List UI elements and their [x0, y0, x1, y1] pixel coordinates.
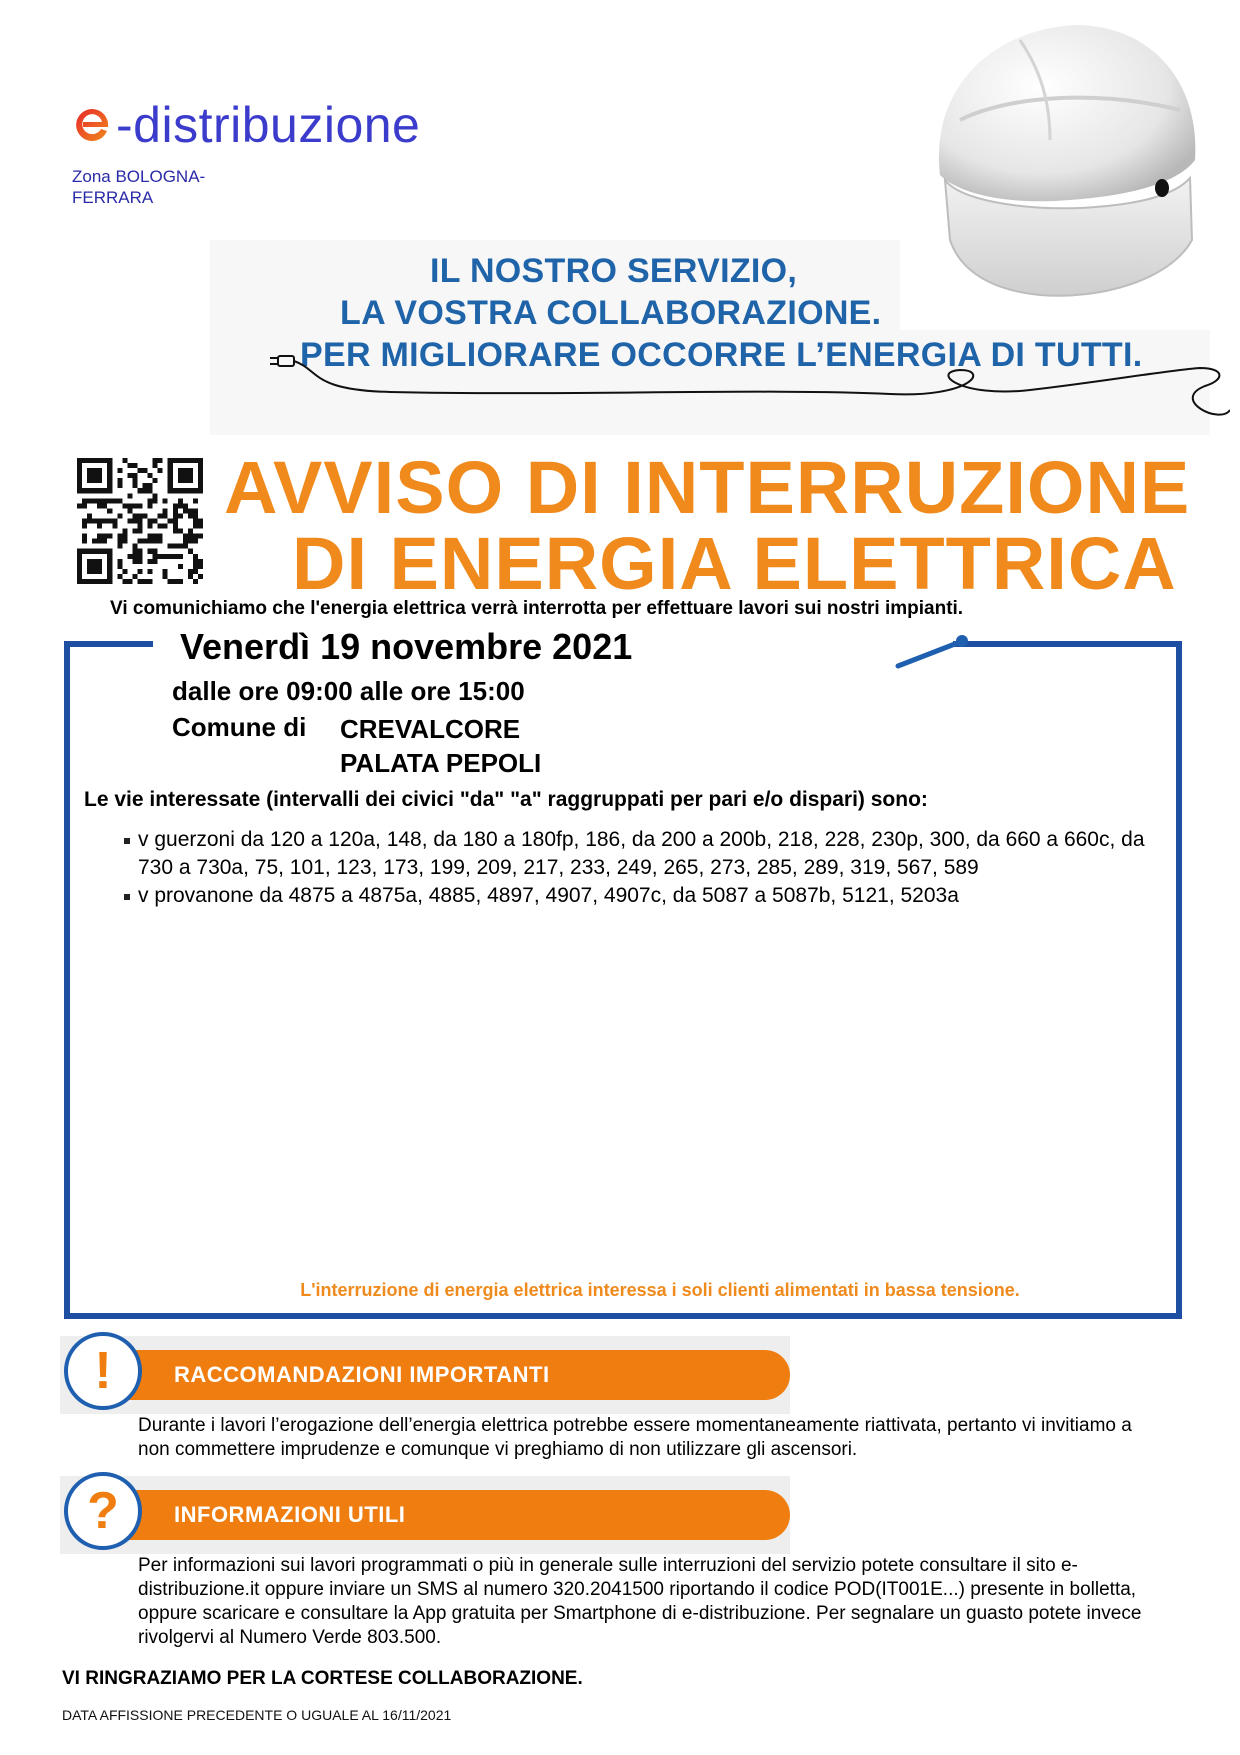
list-item: v guerzoni da 120 a 120a, 148, da 180 a 180fp, 186, da 200 a 200b, 218, 228, 230p, 300, da 660 a 660c, da 730 a 730a, 75, 101, 123, 173, 199, 209, 217, 233, 249, 265, 273, 285, 289, 319, 567, 589 — [118, 826, 1158, 882]
question-icon: ? — [64, 1472, 142, 1550]
comune-name: CREVALCORE — [340, 714, 521, 744]
recommendations-title: RACCOMANDAZIONI IMPORTANTI — [174, 1362, 550, 1387]
comune-label: Comune di — [172, 712, 307, 742]
outage-hours: dalle ore 09:00 alle ore 15:00 — [172, 676, 525, 706]
slogan-line-1: IL NOSTRO SERVIZIO, — [430, 252, 798, 290]
logo-text: -distribuzione — [116, 97, 421, 153]
info-text: Per informazioni sui lavori programmati o più in generale sulle interruzioni del servizio potete consultare il sito e-distribuzione.it oppure inviare un SMS al numero 320.2041500 riportando il codice POD(IT001E...) presente in bolletta, oppure scaricare e consultare la App gratuita per Smartphone di e-distribuzione. Per segnalare un guasto potete invece rivolgervi al Numero Verde 803.500. — [138, 1555, 1142, 1648]
brand-logo — [70, 95, 420, 155]
cable-plug-icon — [270, 350, 1230, 430]
thanks-text: VI RINGRAZIAMO PER LA CORTESE COLLABORAZIONE. — [62, 1668, 583, 1689]
zone-label: Zona BOLOGNA-FERRARA — [72, 167, 206, 207]
slogan-line-2: LA VOSTRA COLLABORAZIONE. — [340, 294, 882, 332]
e-logo-icon — [70, 103, 114, 147]
streets-heading: Le vie interessate (intervalli dei civici "da" "a" raggruppati per pari e/o dispari) sono: — [84, 788, 928, 811]
list-item: v provanone da 4875 a 4875a, 4885, 4897, 4907, 4907c, da 5087 a 5087b, 5121, 5203a — [118, 882, 1158, 910]
intro-text: Vi comunichiamo che l'energia elettrica verrà interrotta per effettuare lavori sui nostri impianti. — [110, 598, 964, 619]
notice-title — [224, 446, 1224, 605]
streets-list — [118, 826, 1158, 910]
comune-list — [340, 712, 541, 780]
switch-lever-icon — [890, 630, 970, 670]
posting-date: DATA AFFISSIONE PRECEDENTE O UGUALE AL 16/11/2021 — [62, 1707, 452, 1723]
slogan-line-3: PER MIGLIORARE OCCORRE L’ENERGIA DI TUTTI. — [300, 336, 1143, 374]
recommendations-text: Durante i lavori l’erogazione dell’energia elettrica potrebbe essere momentaneamente riattivata, pertanto vi invitiamo a non commettere imprudenze e comunque vi preghiamo di non utilizzare gli ascensori. — [138, 1415, 1132, 1460]
qr-code-icon — [77, 458, 203, 584]
outage-date: Venerdì 19 novembre 2021 — [172, 626, 640, 668]
title-line-1: AVVISO DI INTERRUZIONE — [224, 446, 1191, 529]
comune-name: PALATA PEPOLI — [340, 748, 542, 778]
exclamation-icon: ! — [64, 1332, 142, 1410]
info-title: INFORMAZIONI UTILI — [174, 1502, 406, 1527]
low-voltage-note: L'interruzione di energia elettrica interessa i soli clienti alimentati in bassa tensione. — [300, 1280, 1020, 1300]
title-line-2: DI ENERGIA ELETTRICA — [292, 522, 1177, 605]
